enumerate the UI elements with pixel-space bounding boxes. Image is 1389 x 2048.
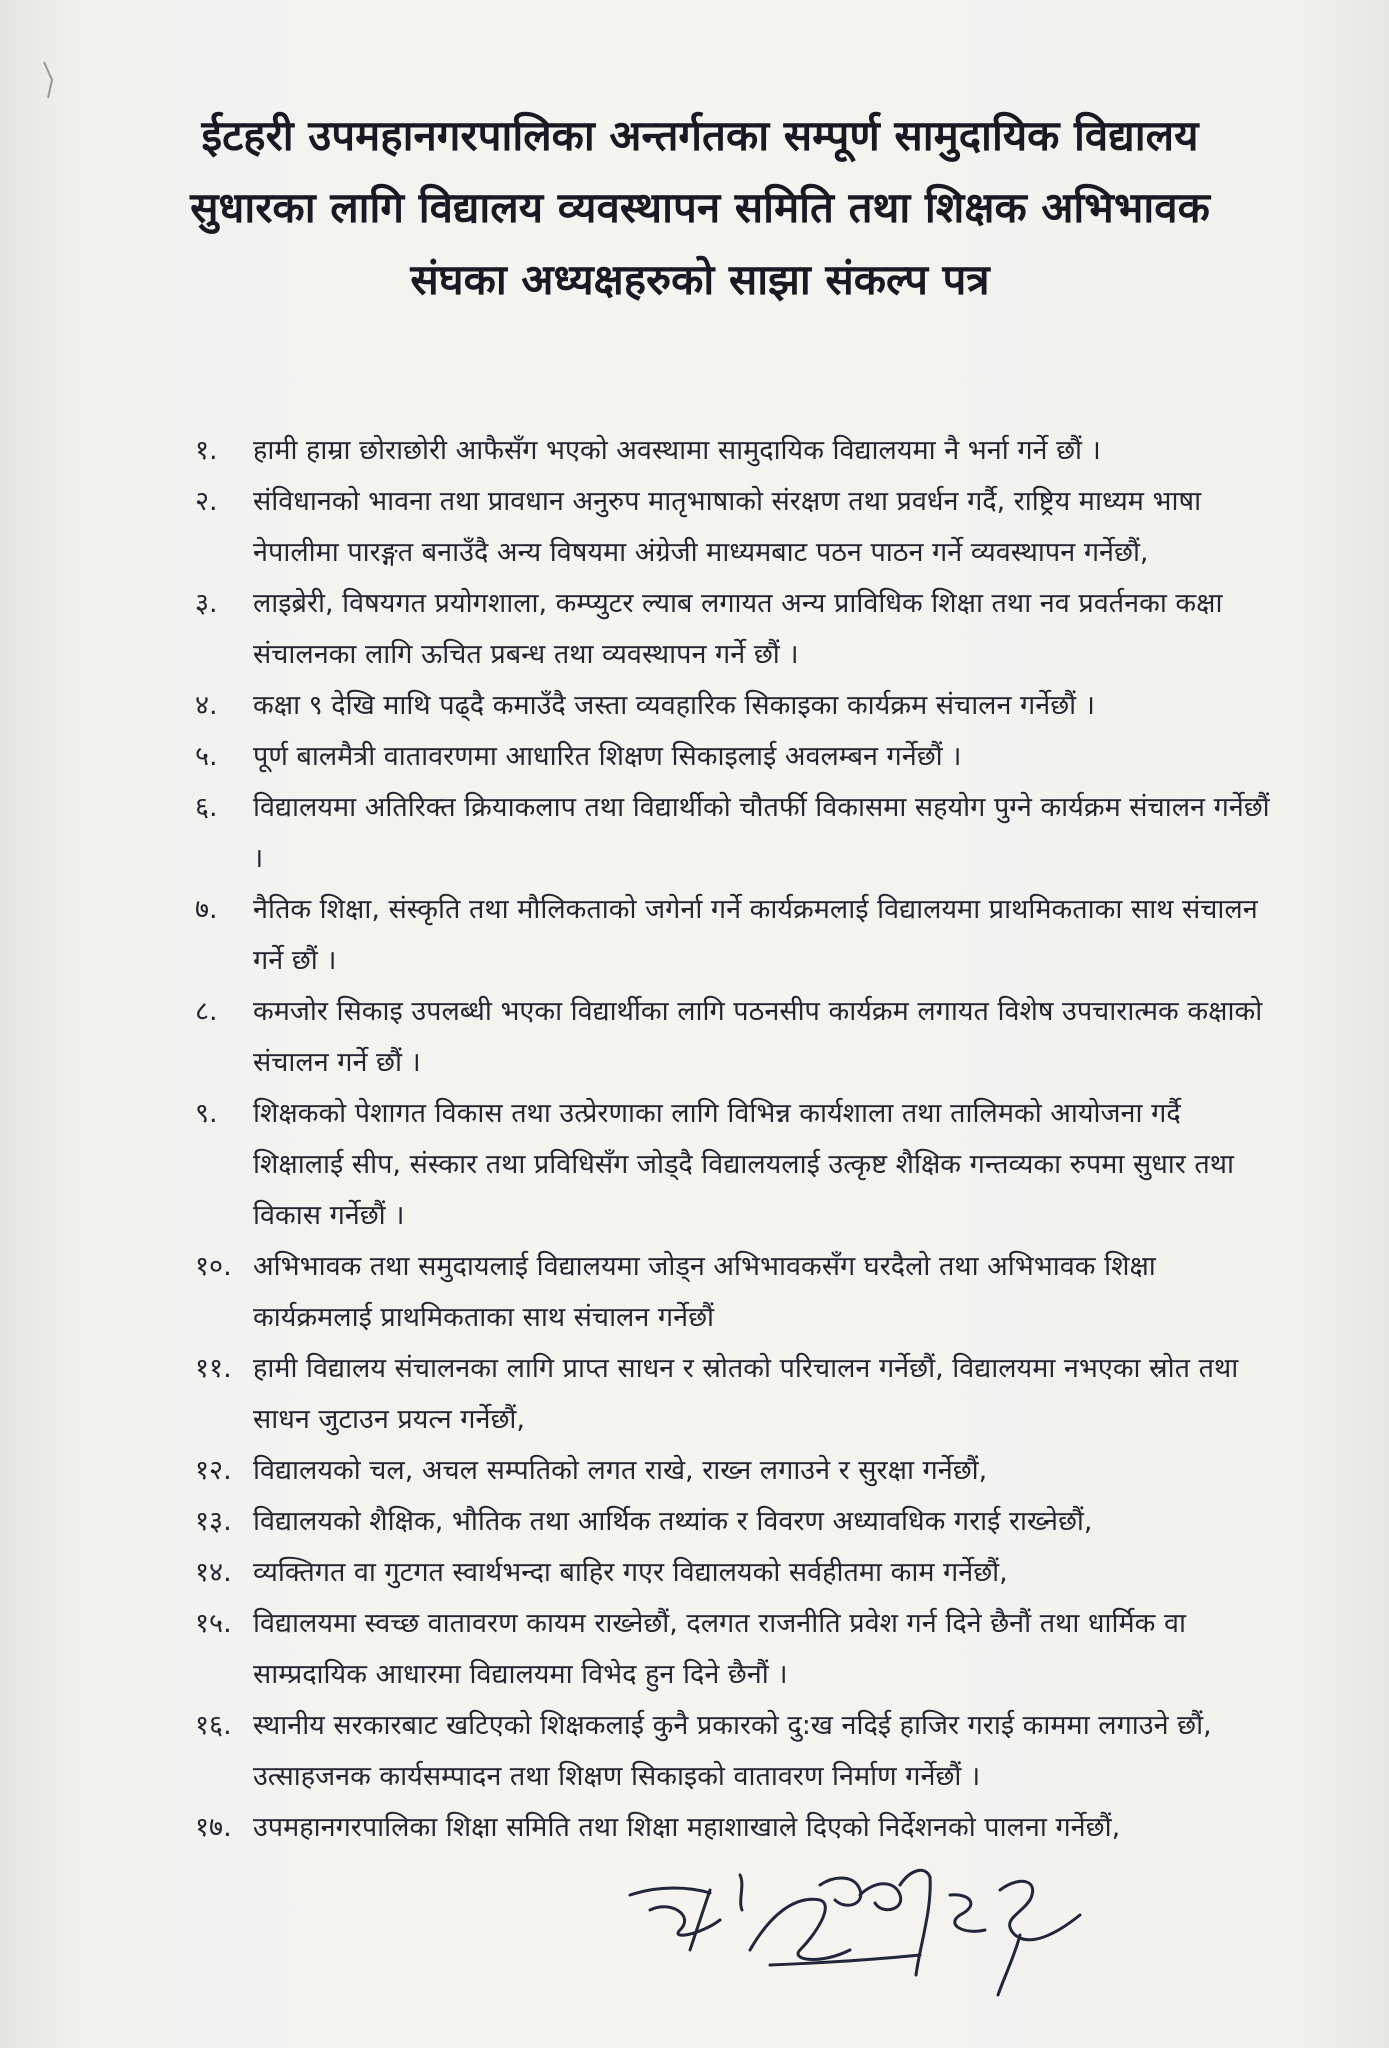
list-item — [195, 1700, 1275, 1802]
item-text: उपमहानगरपालिका शिक्षा समिति तथा शिक्षा महाशाखाले दिएको निर्देशनको पालना गर्नेछौं, — [253, 1812, 1121, 1843]
item-number: ८. — [195, 996, 218, 1027]
item-number: १०. — [195, 1251, 232, 1282]
list-item — [195, 782, 1275, 884]
item-number: ६. — [195, 792, 218, 823]
item-text: विद्यालयमा अतिरिक्त क्रियाकलाप तथा विद्यार्थीको चौतर्फी विकासमा सहयोग पुग्ने कार्यक्रम संचालन गर्नेछौं । — [253, 792, 1270, 874]
list-item — [195, 1802, 1275, 1853]
item-text: व्यक्तिगत वा गुटगत स्वार्थभन्दा बाहिर गएर विद्यालयको सर्वहीतमा काम गर्नेछौं, — [253, 1557, 1008, 1588]
page-mark — [40, 60, 58, 100]
item-text: संविधानको भावना तथा प्रावधान अनुरुप मातृभाषाको संरक्षण तथा प्रवर्धन गर्दै, राष्ट्रिय माध्यम भाषा नेपालीमा पारङ्गत बनाउँदै अन्य विषयमा अंग्रेजी माध्यमबाट पठन पाठन गर्ने व्यवस्थापन गर्नेछौं, — [253, 486, 1202, 568]
list-item — [195, 986, 1275, 1088]
item-number: १७. — [195, 1812, 232, 1843]
document-title — [120, 100, 1280, 316]
item-number: १. — [195, 435, 218, 466]
item-number: १५. — [195, 1608, 232, 1639]
list-item — [195, 1241, 1275, 1343]
list-item — [195, 1547, 1275, 1598]
item-text: विद्यालयको शैक्षिक, भौतिक तथा आर्थिक तथ्यांक र विवरण अध्यावधिक गराई राख्नेछौं, — [253, 1506, 1093, 1537]
item-text: अभिभावक तथा समुदायलाई विद्यालयमा जोड्न अभिभावकसँग घरदैलो तथा अभिभावक शिक्षा कार्यक्रमलाई प्राथमिकताका साथ संचालन गर्नेछौं — [253, 1251, 1156, 1333]
item-text: पूर्ण बालमैत्री वातावरणमा आधारित शिक्षण सिकाइलाई अवलम्बन गर्नेछौं । — [253, 741, 962, 772]
item-number: ५. — [195, 741, 218, 772]
item-number: ३. — [195, 588, 218, 619]
item-number: ४. — [195, 690, 218, 721]
item-text: शिक्षकको पेशागत विकास तथा उत्प्रेरणाका लागि विभिन्न कार्यशाला तथा तालिमको आयोजना गर्दै शिक्षालाई सीप, संस्कार तथा प्रविधिसँग जोड्दै विद्यालयलाई उत्कृष्ट शैक्षिक गन्तव्यका रुपमा सुधार तथा विकास गर्नेछौं । — [253, 1098, 1235, 1231]
list-item — [195, 884, 1275, 986]
item-text: कक्षा ९ देखि माथि पढ्दै कमाउँदै जस्ता व्यवहारिक सिकाइका कार्यक्रम संचालन गर्नेछौं । — [253, 690, 1095, 721]
item-number: ९. — [195, 1098, 218, 1129]
item-text: हामी हाम्रा छोराछोरी आफैसँग भएको अवस्थामा सामुदायिक विद्यालयमा नै भर्ना गर्ने छौं । — [253, 435, 1101, 466]
item-number: ७. — [195, 894, 218, 925]
list-item — [195, 731, 1275, 782]
item-text: विद्यालयको चल, अचल सम्पतिको लगत राखे, राख्न लगाउने र सुरक्षा गर्नेछौं, — [253, 1455, 988, 1486]
title-line-2: सुधारका लागि विद्यालय व्यवस्थापन समिति तथा शिक्षक अभिभावक — [190, 183, 1210, 232]
item-text: लाइब्रेरी, विषयगत प्रयोगशाला, कम्प्युटर ल्याब लगायत अन्य प्राविधिक शिक्षा तथा नव प्रवर्तनका कक्षा संचालनका लागि ऊचित प्रबन्ध तथा व्यवस्थापन गर्ने छौं । — [253, 588, 1223, 670]
list-item — [195, 425, 1275, 476]
item-number: १२. — [195, 1455, 232, 1486]
list-item — [195, 680, 1275, 731]
title-line-3: संघका अध्यक्षहरुको साझा संकल्प पत्र — [410, 255, 990, 304]
item-number: १४. — [195, 1557, 232, 1588]
item-text: कमजोर सिकाइ उपलब्धी भएका विद्यार्थीका लागि पठनसीप कार्यक्रम लगायत विशेष उपचारात्मक कक्षाको संचालन गर्ने छौं । — [253, 996, 1263, 1078]
item-text: विद्यालयमा स्वच्छ वातावरण कायम राख्नेछौं, दलगत राजनीति प्रवेश गर्न दिने छैनौं तथा धार्मिक वा साम्प्रदायिक आधारमा विद्यालयमा विभेद हुन दिने छैनौं । — [253, 1608, 1186, 1690]
list-item — [195, 1088, 1275, 1241]
item-number: ११. — [195, 1353, 232, 1384]
item-number: १६. — [195, 1710, 232, 1741]
handwritten-signature — [620, 1855, 1140, 2025]
item-text: स्थानीय सरकारबाट खटिएको शिक्षकलाई कुनै प्रकारको दु:ख नदिई हाजिर गराई काममा लगाउने छौं, उत्साहजनक कार्यसम्पादन तथा शिक्षण सिकाइको वातावरण निर्माण गर्नेछौं । — [253, 1710, 1212, 1792]
list-item — [195, 476, 1275, 578]
resolution-list — [195, 425, 1275, 1853]
list-item — [195, 1598, 1275, 1700]
list-item — [195, 1496, 1275, 1547]
list-item — [195, 578, 1275, 680]
item-text: हामी विद्यालय संचालनका लागि प्राप्त साधन र स्रोतको परिचालन गर्नेछौं, विद्यालयमा नभएका स्रोत तथा साधन जुटाउन प्रयत्न गर्नेछौं, — [253, 1353, 1239, 1435]
item-number: १३. — [195, 1506, 232, 1537]
item-number: २. — [195, 486, 218, 517]
item-text: नैतिक शिक्षा, संस्कृति तथा मौलिकताको जगेर्ना गर्ने कार्यक्रमलाई विद्यालयमा प्राथमिकताका साथ संचालन गर्ने छौं । — [253, 894, 1258, 976]
list-item — [195, 1343, 1275, 1445]
title-line-1: ईटहरी उपमहानगरपालिका अन्तर्गतका सम्पूर्ण सामुदायिक विद्यालय — [201, 111, 1199, 160]
list-item — [195, 1445, 1275, 1496]
